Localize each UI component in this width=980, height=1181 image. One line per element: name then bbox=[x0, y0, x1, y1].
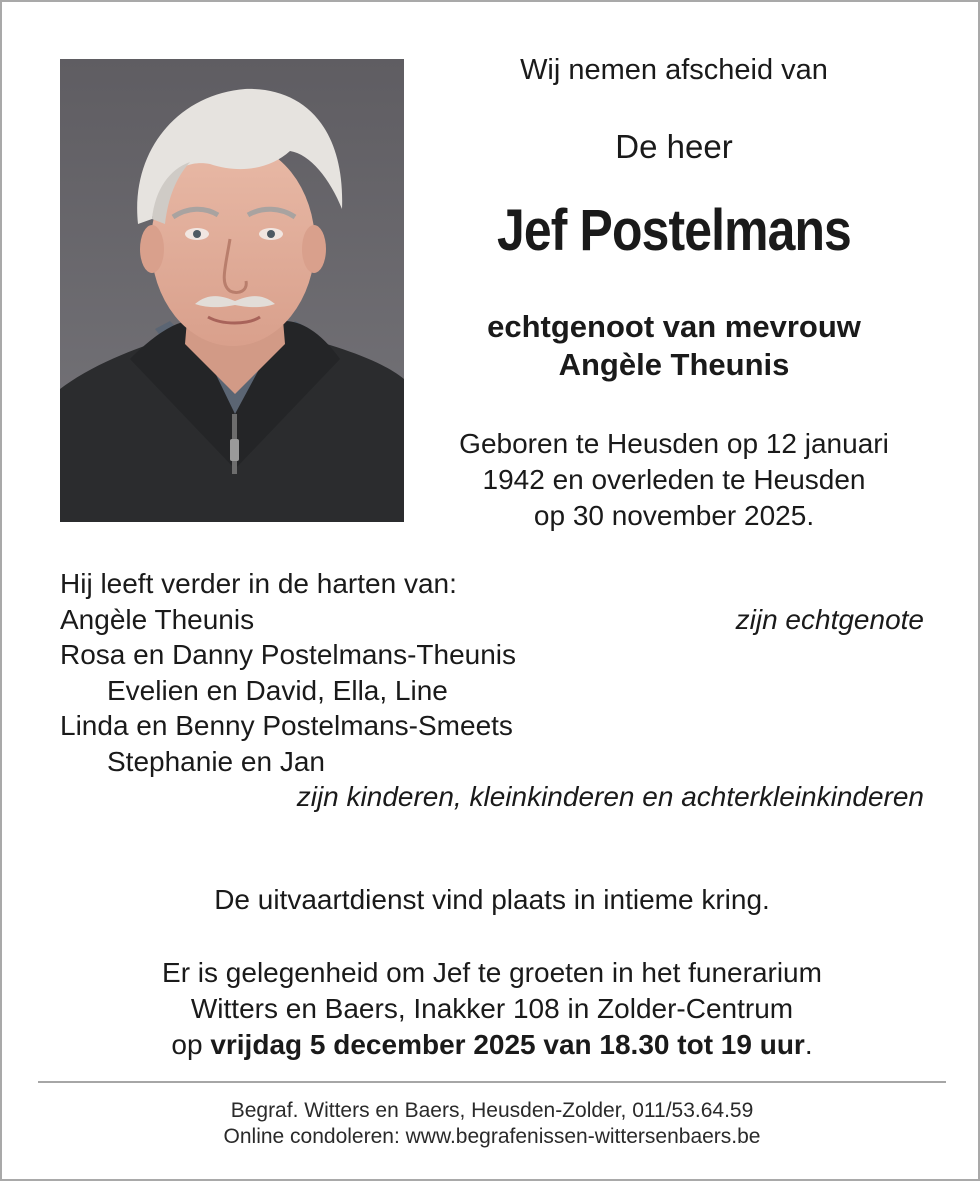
visitation-block bbox=[2, 955, 980, 1063]
family-row bbox=[60, 637, 924, 673]
family-heading: Hij leeft verder in de harten van: bbox=[60, 568, 457, 599]
condolence-line: Online condoleren: www.begrafenissen-wittersenbaers.be bbox=[223, 1125, 761, 1148]
family-row bbox=[60, 602, 924, 638]
visit-line-3-prefix: op bbox=[171, 1029, 211, 1060]
intro-text: Wij nemen afscheid van bbox=[520, 54, 828, 86]
divider bbox=[38, 1081, 946, 1083]
spouse-line-1: echtgenoot van mevrouw bbox=[487, 309, 861, 344]
deceased-name: Jef Postelmans bbox=[497, 198, 851, 263]
family-list bbox=[60, 566, 924, 815]
service-text: De uitvaartdienst vind plaats in intieme kring. bbox=[214, 884, 770, 915]
family-closing: zijn kinderen, kleinkinderen en achterkleinkinderen bbox=[296, 781, 924, 812]
family-row bbox=[60, 744, 924, 780]
birth-death-block bbox=[422, 426, 926, 534]
portrait-photo bbox=[60, 59, 404, 522]
footer bbox=[2, 1098, 980, 1150]
family-member-name: Angèle Theunis bbox=[60, 603, 255, 635]
visit-date-time: vrijdag 5 december 2025 van 18.30 tot 19 uur bbox=[210, 1029, 805, 1060]
family-member-name: Rosa en Danny Postelmans-Theunis bbox=[60, 639, 517, 670]
family-row bbox=[60, 708, 924, 744]
family-member-name: Stephanie en Jan bbox=[107, 745, 325, 777]
born-line-2: 1942 en overleden te Heusden bbox=[482, 464, 866, 495]
family-member-role: zijn echtgenote bbox=[735, 603, 924, 635]
born-line-1: Geboren te Heusden op 12 januari bbox=[459, 428, 889, 459]
spouse-block bbox=[422, 308, 926, 384]
family-row bbox=[60, 673, 924, 709]
family-member-name: Linda en Benny Postelmans-Smeets bbox=[60, 710, 513, 741]
born-line-3: op 30 november 2025. bbox=[533, 500, 815, 531]
spouse-line-2: Angèle Theunis bbox=[558, 347, 790, 382]
visit-line-3-suffix: . bbox=[804, 1029, 813, 1060]
visit-line-3 bbox=[2, 1027, 980, 1063]
visit-line-2: Witters en Baers, Inakker 108 in Zolder-Centrum bbox=[190, 993, 794, 1024]
salutation: De heer bbox=[615, 128, 733, 165]
undertaker-line: Begraf. Witters en Baers, Heusden-Zolder, 011/53.64.59 bbox=[230, 1099, 754, 1122]
visit-line-1: Er is gelegenheid om Jef te groeten in het funerarium bbox=[162, 957, 822, 988]
family-member-name: Evelien en David, Ella, Line bbox=[107, 674, 448, 706]
